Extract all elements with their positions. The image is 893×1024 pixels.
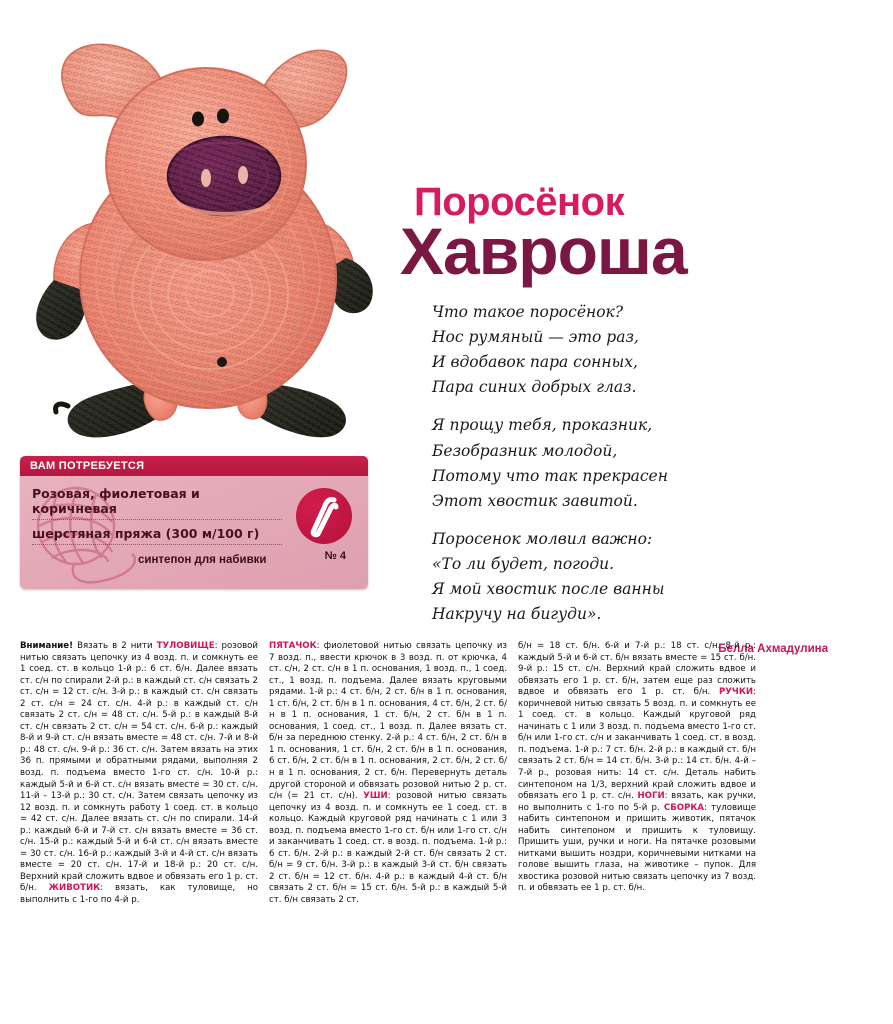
poem-stanza-1	[432, 300, 852, 400]
materials-line-1: Розовая, фиолетовая и коричневая	[32, 486, 282, 520]
section-text: : розовой нитью связать цепочку из 4 возд. п. и сомкнуть ее 1 соед. ст. в кольцо. Каждый круговой ряд начинать с 1 или 3 возд. п. подъема вместо 1-го ст. б/н или 1-го ст. с/н и заканчивать 1 соед. ст. в возд. п. подъема. 1-й р.: 6 ст. б/н. 2-й р.: в каждый 2-й ст. б/н связать 2 ст. б/н = 9 ст. б/н. 3-й р.: в каждый 3-й ст. б/н связать 2 ст. б/н = 12 ст. б/н. 4-й р.: в каждый 4-й ст. б/н связать 2 ст. б/н = 15 ст. б/н. 5-й р.: в каждый 5-й ст. б/н связать 2 ст.	[269, 791, 507, 906]
section-text: Вязать в 2 нити	[73, 641, 153, 651]
section-heading: ТУЛОВИЩЕ	[156, 641, 215, 651]
pig-nostril-right	[238, 166, 248, 184]
pig-nostril-left	[201, 169, 211, 187]
section-heading: УШИ	[363, 791, 388, 802]
title-line-1: Поросёнок	[414, 180, 625, 224]
materials-lines	[32, 486, 282, 551]
section-text: : коричневой нитью связать 5 возд. п. и сомкнуть ее 1 соед. ст. в кольцо. Каждый круговой ряд начинать с 1 или 3 возд. п. подъема вместо 1-го ст. б/н или 1-го ст. с/н и заканчивать 1 соед. ст. в возд. п. подъема. 1-й р.: 7 ст. б/н. 2-й р.: в каждый ст. б/н связать 2 ст. б/н = 14 ст. б/н. 3-й р.: 14 ст. б/н. 4-й – 7-й р., розовая нить: 14 ст. с/н. Деталь набить синтепоном на 1/3, верхний край сложить вдвое и обвязать его 1 р. ст. с/н.	[518, 687, 756, 802]
instructions-column-3	[518, 641, 756, 907]
poem-line: Пара синих добрых глаз.	[432, 378, 637, 397]
poem	[432, 300, 852, 659]
instruction-block	[518, 641, 756, 895]
section-heading: ЖИВОТИК	[48, 883, 101, 894]
poem-line: Этот хвостик завитой.	[432, 491, 638, 510]
materials-line-2: шерстяная пряжа (300 м/100 г)	[32, 526, 282, 545]
section-heading: РУЧКИ	[719, 687, 754, 698]
section-text: б/н = 18 ст. б/н. 6-й и 7-й р.: 18 ст. с/н. 8-й р.: каждый 5-й и 6-й ст. б/н вязать вместе = 15 ст. б/н. 9-й р.: 15 ст. с/н. Верхний край сложить вдвое и обвязать его 1 р. ст. б/н, затем еще раз сложить вдвое и обвязать его 1 р. ст. б/н.	[518, 641, 756, 698]
instructions	[20, 641, 756, 907]
crochet-hook-badge	[296, 488, 352, 544]
crocheted-pig-illustration	[8, 6, 400, 458]
pig-photo	[8, 6, 400, 458]
section-heading: Внимание!	[20, 641, 74, 651]
section-text: : туловище набить синтепоном и пришить животик, пятачок набить синтепоном и пришить к туловищу. Пришить уши, ручки и ноги. На пятачке розовыми нитками вышить ноздри, коричневыми нитками на голове вышить глаза, на животике – пупок. Для хвостика розовой нитью связать цепочку из 7 возд. п. и обвязать ее 1 р. ст. б/н.	[518, 802, 756, 894]
section-text: : вязать, как туловище, но выполнить с 1-го по 4-й р.	[20, 883, 258, 906]
section-heading: СБОРКА	[663, 802, 705, 813]
section-text: : розовой нитью связать цепочку из 4 возд. п. и сомкнуть ее 1 соед. ст. в кольцо 1-й р.: 6 ст. б/н. Далее вязать ст. с/н по спирали 2-й р.: в каждый ст. с/н связать 2 ст. с/н = 12 ст. с/н. 3-й р.: в каждый ст. с/н связать 2 ст. с/н = 24 ст. с/н. 4-й р.: в каждый ст. с/н связать 2 ст. с/н = 48 ст. с/н. 5-й р.: в каждый 8-й ст. с/н связать 2 ст. с/н = 54 ст. с/н. 6-й р.: каждый 8-й и 9-й ст. с/н вязать вместе = 48 ст. с/н. 7-й и 8-й р.: 48 ст. с/н. 9-й р.: 36 ст. с/н. Затем вязать на этих 36 п. прямыми и обратными рядами, выполняя 2 возд. п. подъема вместо 1-го ст. с/н. 10-й р.: каждый 5-й и 6-й ст. с/н вязать вместе = 30 ст. с/н. 11-й – 13-й р.: 30 ст. с/н. Затем связать цепочку из 12 возд. п. и сомкнуть работу 1 соед. ст. в кольцо = 42 ст. с/н. Далее вязать ст. с/н по спирали. 14-й р.: каждый 6-й и 7-й ст. с/н вязать вместе = 36 ст. с/н. 15-й р.: каждый 5-й и 6-й ст. с/н вязать вместе = 30 ст. с/н. 16-й р.: каждый 3-й и 4-й ст. с/н вязать вместе = 20 ст. с/н. 17-й и 18-й р.: 20 ст. с/н. Верхний край сложить вдвое и обвязать его 1 р. ст. б/н.	[20, 641, 258, 894]
materials-box	[20, 456, 368, 589]
poem-stanza-2	[432, 413, 852, 513]
poem-line: Нос румяный — это раз,	[432, 328, 639, 347]
title-line-2: Хавроша	[400, 214, 687, 288]
pig-snout	[168, 137, 280, 215]
section-text: : вязать, как ручки, но выполнить с 1-го по 5-й р.	[518, 791, 756, 813]
instruction-block	[20, 641, 258, 907]
poem-line: Поросенок молвил важно:	[432, 529, 653, 548]
hook-size-label: № 4	[324, 550, 346, 562]
pig-navel	[217, 357, 227, 367]
poem-line: Потому что так прекрасен	[432, 466, 668, 485]
poem-author: Белла Ахмадулина	[718, 643, 828, 656]
section-text: : фиолетовой нитью связать цепочку из 7 возд. п., ввести крючок в 3 возд. п. от крючка, 4 ст. с/н, 2 ст. с/н в 1 п. основания, 1 возд. п., 1 соед. ст., 1 возд. п. подъема. Далее вязать круговыми рядами. 1-й р.: 4 ст. б/н, 2 ст. б/н в 1 п. основания, 1 ст. б/н, 2 ст. б/н в 1 п. основания, 4 ст. б/н, 2 ст. б/н в 1 п. основания, 1 ст. б/н, 2 ст. б/н в 1 п. основания, 1 соед. ст., 1 возд. п. Далее вязать ст. б/н за переднюю стенку. 2-й р.: 4 ст. б/н, 2 ст. б/н в 1 п. основания, 1 ст. б/н, 2 ст. б/н в 1 п. основания, 6 ст. б/н, 2 ст. б/н в 1 п. основания, 2 ст. б/н, 2 ст. б/н в 1 п. основания, 2 ст. б/н. Перевернуть деталь другой стороной и обвязать розовой нитью 2 р. ст. с/н (= 21 ст. с/н).	[269, 641, 507, 802]
poem-line: «То ли будет, погоди.	[432, 554, 615, 573]
materials-note: синтепон для набивки	[138, 554, 267, 566]
section-heading: ПЯТАЧОК	[269, 641, 317, 651]
article-title	[400, 180, 888, 288]
instruction-block	[269, 641, 507, 907]
materials-header: ВАМ ПОТРЕБУЕТСЯ	[20, 456, 368, 476]
poem-line: И вдобавок пара сонных,	[432, 353, 638, 372]
poem-line: Накручу на бигуди».	[432, 605, 602, 624]
crochet-hook-icon	[296, 488, 352, 544]
poem-line: Безобразник молодой,	[432, 441, 618, 460]
poem-line: Я мой хвостик после ванны	[432, 580, 665, 599]
poem-line: Что такое поросёнок?	[432, 303, 624, 321]
section-heading: НОГИ	[637, 791, 665, 802]
poem-line: Я прощу тебя, проказник,	[432, 416, 653, 435]
instructions-column-2	[269, 641, 507, 907]
poem-stanza-3	[432, 527, 852, 627]
instructions-column-1	[20, 641, 258, 907]
